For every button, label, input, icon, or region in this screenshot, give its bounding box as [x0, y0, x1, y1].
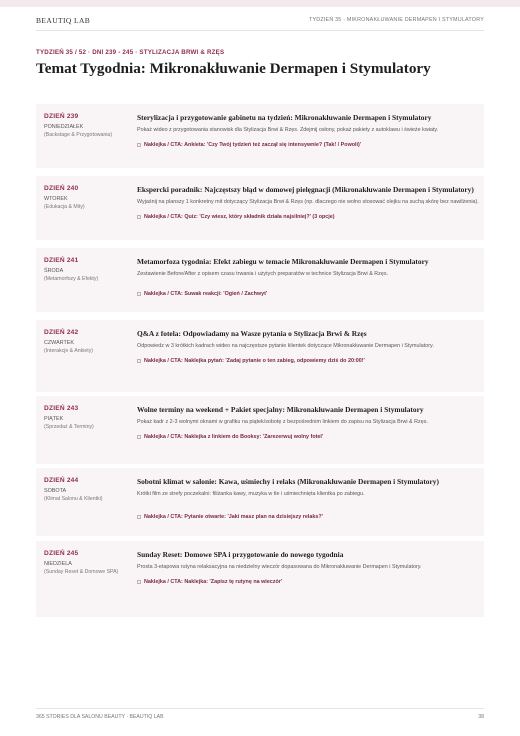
cta-line — [137, 514, 488, 520]
weekday: PONIEDZIAŁEK — [44, 124, 84, 130]
sticker-icon — [137, 143, 141, 147]
cta-line — [137, 358, 488, 364]
day-content — [137, 113, 488, 148]
sticker-icon — [137, 359, 141, 363]
cta-text: Naklejka / CTA: Naklejka z linkiem do Booksy: 'Zarezerwuj wolny fotel' — [144, 434, 324, 441]
day-card — [36, 320, 484, 392]
day-content — [137, 550, 488, 585]
cta-line — [137, 434, 488, 440]
day-theme: (Metamorfozy & Efekty) — [44, 276, 99, 282]
day-theme: (Klimat Salonu & Klientki) — [44, 496, 103, 502]
day-meta — [44, 185, 132, 210]
footer-text: 365 STORIES DLA SALONU BEAUTY · BEAUTIQ LAB — [36, 714, 164, 720]
day-description: Pokaż kadr z 2-3 wolnymi oknami w grafiku na piątek/sobotę z bezpośrednim linkiem do zapisu na Stylizacja Brwi & Rzęs. — [137, 419, 428, 425]
sticker-icon — [137, 435, 141, 439]
header-divider — [36, 30, 484, 31]
day-description: Zestawienie Before/After z opisem czasu trwania i użytych preparatów w technice Stylizacja Brwi & Rzęs. — [137, 271, 389, 277]
day-meta — [44, 550, 132, 575]
day-title: Ekspercki poradnik: Najczęstszy błąd w domowej pielęgnacji (Mikronakłuwanie Dermapen i Stymulatory) — [137, 185, 474, 194]
day-title: Metamorfoza tygodnia: Efekt zabiegu w temacie Mikronakłuwanie Dermapen i Stymulatory — [137, 257, 429, 266]
page-number: 38 — [478, 714, 484, 720]
cta-text: Naklejka / CTA: Naklejka pytań: 'Zadaj pytanie o ten zabieg, odpowiemy dziś do 20:00!' — [144, 358, 365, 365]
day-content — [137, 405, 488, 440]
day-content — [137, 329, 488, 364]
day-card — [36, 248, 484, 312]
day-description: Odpowiedz w 3 krótkich kadrach wideo na najczęstsze pytanie klientek dotyczące Mikronakłuwanie Dermapen i Stymulatory. — [137, 343, 434, 349]
day-meta — [44, 477, 132, 502]
day-card — [36, 541, 484, 617]
weekday: NIEDZIELA — [44, 561, 72, 567]
day-title: Sunday Reset: Domowe SPA i przygotowanie do nowego tygodnia — [137, 550, 344, 559]
page-title: Temat Tygodnia: Mikronakłuwanie Dermapen i Stymulatory — [36, 60, 431, 77]
day-meta — [44, 257, 132, 282]
weekday: WTOREK — [44, 196, 68, 202]
day-description: Prosta 3-etapowa rutyna relaksacyjna na niedzielny wieczór dopasowana do Mikronakłuwanie Dermapen i Stymulatory. — [137, 564, 422, 570]
day-description: Pokaż wideo z przygotowania stanowisk dla Stylizacja Brwi & Rzęs. Zdejmij osłony, pokaż pakiety z autoklawu i świeże kwiaty. — [137, 127, 439, 133]
sticker-icon — [137, 292, 141, 296]
week-kicker: TYDZIEŃ 35 / 52 · DNI 239 - 245 · STYLIZACJA BRWI & RZĘS — [36, 49, 225, 56]
day-description: Krótki film ze strefy poczekalni: filiżanka kawy, muzyka w tle i uśmiechnięta klientka po zabiegu. — [137, 491, 365, 497]
day-theme: (Sprzedaż & Terminy) — [44, 424, 94, 430]
day-theme: (Interakcje & Ankiety) — [44, 348, 94, 354]
cta-text: Naklejka / CTA: Naklejka: 'Zapisz tę rutynę na wieczór' — [144, 579, 283, 586]
page-header — [36, 16, 484, 28]
cta-line — [137, 579, 488, 585]
cta-line — [137, 291, 488, 297]
day-meta — [44, 329, 132, 354]
day-card — [36, 104, 484, 168]
day-meta — [44, 405, 132, 430]
weekday: CZWARTEK — [44, 340, 74, 346]
top-band — [0, 0, 520, 7]
cta-text: Naklejka / CTA: Ankieta: 'Czy Twój tydzień też zaczął się intensywnie? (Tak! / Powoli)' — [144, 142, 362, 149]
weekday: ŚRODA — [44, 268, 64, 274]
cta-line — [137, 214, 488, 220]
sticker-icon — [137, 215, 141, 219]
day-description: Wyjaśnij na planszy 1 konkretny mit dotyczący Stylizacja Brwi & Rzęs (np. dlaczego nie wolno stosować olejku na suchą skórę bez nawilżenia). — [137, 199, 479, 205]
cta-text: Naklejka / CTA: Suwak reakcji: 'Ogień / Zachwyt' — [144, 291, 268, 298]
day-title: Sterylizacja i przygotowanie gabinetu na tydzień: Mikronakłuwanie Dermapen i Stymulatory — [137, 113, 432, 122]
day-number: DZIEŃ 243 — [44, 405, 79, 412]
day-number: DZIEŃ 240 — [44, 185, 79, 192]
footer-divider — [36, 708, 484, 709]
day-content — [137, 477, 488, 520]
day-content — [137, 257, 488, 297]
day-title: Sobotni klimat w salonie: Kawa, uśmiechy i relaks (Mikronakłuwanie Dermapen i Stymulatory) — [137, 477, 439, 486]
day-number: DZIEŃ 239 — [44, 113, 79, 120]
day-card — [36, 468, 484, 536]
brand-name: BEAUTIQ LAB — [36, 16, 91, 25]
day-number: DZIEŃ 242 — [44, 329, 79, 336]
header-running-title: TYDZIEŃ 35 · MIKRONAKŁUWANIE DERMAPEN I STYMULATORY — [308, 17, 484, 23]
sticker-icon — [137, 515, 141, 519]
cta-line — [137, 142, 488, 148]
day-meta — [44, 113, 132, 138]
day-content — [137, 185, 488, 220]
day-theme: (Backstage & Przygotowania) — [44, 132, 113, 138]
sticker-icon — [137, 580, 141, 584]
weekday: PIĄTEK — [44, 416, 64, 422]
weekday: SOBOTA — [44, 488, 67, 494]
cta-text: Naklejka / CTA: Quiz: 'Czy wiesz, który składnik działa najsilniej?' (3 opcje) — [144, 214, 335, 221]
day-title: Wolne terminy na weekend + Pakiet specjalny: Mikronakłuwanie Dermapen i Stymulatory — [137, 405, 424, 414]
day-theme: (Edukacja & Mity) — [44, 204, 85, 210]
day-number: DZIEŃ 244 — [44, 477, 79, 484]
day-number: DZIEŃ 245 — [44, 550, 79, 557]
day-card — [36, 176, 484, 240]
day-card — [36, 396, 484, 464]
day-title: Q&A z fotela: Odpowiadamy na Wasze pytania o Stylizacja Brwi & Rzęs — [137, 329, 367, 338]
day-theme: (Sunday Reset & Domowe SPA) — [44, 569, 119, 575]
day-number: DZIEŃ 241 — [44, 257, 79, 264]
cta-text: Naklejka / CTA: Pytanie otwarte: 'Jaki masz plan na dzisiejszy relaks?' — [144, 514, 323, 521]
